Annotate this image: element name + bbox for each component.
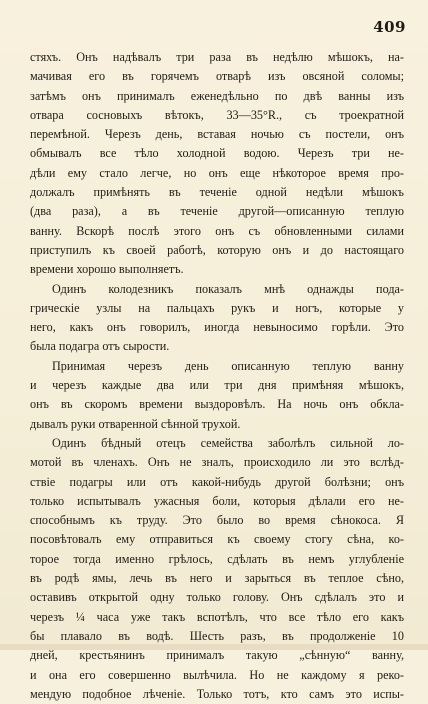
text-line: Одинъ колодезникъ показалъ мнѣ однажды пода- [52,281,404,296]
text-line: только испытывалъ ужасныя боли, которыя дѣлали его не- [30,493,404,508]
text-line: обмывалъ все тѣло холодной водою. Черезъ три не- [30,146,404,161]
text-line: дней, крестьянинъ принималъ такую „сѣнную“ ванну, [30,648,404,663]
page-edge-shade [0,644,428,650]
text-line: способнымъ къ труду. Это было во время сѣнокоса. Я [30,513,404,528]
text-line: стяхъ. Онъ надѣвалъ три раза въ недѣлю мѣшокъ, на- [30,50,404,64]
text-line: Одинъ бѣдный отецъ семейства заболѣлъ сильной ло- [52,435,404,450]
text-line: Принимая черезъ день описанную теплую ванну [52,358,404,373]
text-line: дѣли ему стало легче, но онъ еще нѣкоторое время про- [30,165,404,180]
text-line: дывалъ руки отваренной сѣнной трухой. [30,416,241,431]
text-line: оставивъ открытой одну только голову. Онъ сдѣлалъ это и [30,590,404,605]
text-line: (два раза), а въ теченіе другой—описанную теплую [30,204,404,219]
text-line: ствіе подагры или отъ какой-нибудь другой болѣзни; онъ [30,474,404,489]
text-line: торое тогда именно грѣлось, сдѣлать въ немъ углубленіе [30,551,404,566]
body-text [30,48,404,704]
text-line: отвара сосновыхъ вѣтокъ, 33—35°R., съ троекратной [30,107,404,122]
text-line: времени хорошо выполняетъ. [30,262,184,277]
text-line: онъ въ скоромъ времени выздоровѣлъ. На ночь онъ обкла- [30,397,404,412]
text-line: грическіе узлы на пальцахъ рукъ и ногъ, которые у [30,300,404,315]
text-line: мендую подобное лѣченіе. Только тотъ, кто самъ это испы- [30,686,404,701]
text-line: должалъ примѣнять въ теченіе одной недѣли мѣшокъ [30,185,404,200]
text-line: ванну. Вскорѣ послѣ этого онъ съ обновленными силами [30,223,404,238]
text-line: перемѣной. Черезъ день, вставая ночью съ постели, онъ [30,127,404,142]
text-line: мачивая его въ горячемъ отварѣ изъ овсяной соломы; [30,69,404,84]
text-line: была подагра отъ сырости. [30,339,170,354]
text-line: него, какъ онъ говорилъ, иногда невыносимо горѣли. Это [30,320,404,335]
text-line: въ родѣ ямы, лечь въ него и зарыться въ теплое сѣно, [30,571,404,586]
text-line: и она его совершенно вылѣчила. Но не каждому я реко- [30,667,404,682]
text-line: мотой въ членахъ. Онъ не зналъ, происходило ли это вслѣд- [30,455,404,470]
text-line: затѣмъ онъ принималъ еженедѣльно по двѣ ванны изъ [30,88,404,103]
text-line: посовѣтовалъ ему отправиться къ своему стогу сѣна, ко- [30,532,404,547]
text-line: черезъ ¼ часа уже такъ вспотѣлъ, что все тѣло его какъ [30,609,404,624]
page-number: 409 [373,18,406,36]
text-line: и черезъ каждые два или три дня примѣняя мѣшокъ, [30,378,404,393]
text-line: приступилъ къ своей работѣ, которую онъ и до настоящаго [30,242,404,257]
text-line: бы плавало въ водѣ. Шесть разъ, въ продолженіе 10 [30,628,404,643]
